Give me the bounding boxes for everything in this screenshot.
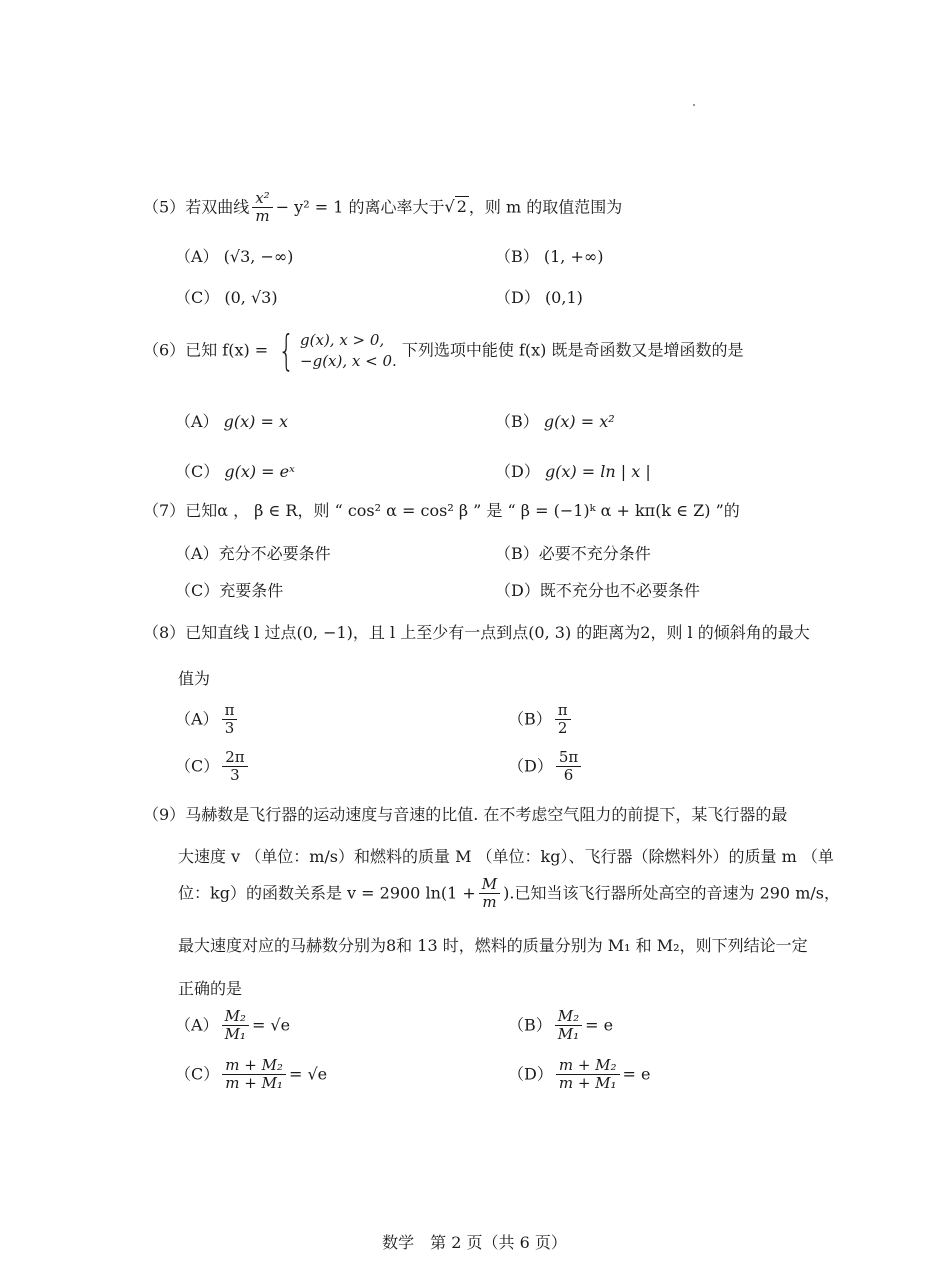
option-label: （C）	[175, 462, 220, 481]
q8-option-c[interactable]	[175, 749, 251, 785]
option-fraction	[222, 749, 247, 785]
frac-den: m + M₁	[225, 1074, 283, 1093]
option-rhs: = e	[585, 1015, 614, 1035]
q9-line-5: 正确的是	[178, 979, 243, 998]
frac-den: 6	[563, 766, 574, 785]
q7-option-d[interactable]	[495, 578, 700, 601]
option-fraction	[556, 1057, 620, 1093]
q8-option-a[interactable]	[175, 702, 240, 738]
option-fraction	[222, 1057, 286, 1093]
q8-option-d[interactable]	[508, 749, 584, 785]
q6-case-2: −g(x), x < 0.	[300, 352, 397, 370]
option-label: （D）	[495, 581, 540, 600]
option-rhs: = e	[622, 1064, 651, 1084]
q5-sqrt-val: 2	[456, 197, 467, 217]
frac-num: m + M₂	[222, 1057, 286, 1075]
option-text: (0, √3)	[224, 288, 278, 307]
option-fraction	[222, 1008, 249, 1044]
q7-option-c[interactable]	[175, 578, 283, 601]
option-label: （D）	[495, 288, 540, 307]
option-label: （B）	[508, 1015, 552, 1035]
option-fraction	[555, 702, 571, 738]
option-label: （D）	[508, 1064, 553, 1084]
frac-num: π	[555, 702, 571, 720]
q9-option-c[interactable]	[175, 1057, 327, 1093]
option-fraction	[222, 702, 238, 738]
q8-number: （8）	[143, 623, 186, 642]
q5-post: ，则 m 的取值范围为	[468, 197, 623, 217]
q6-piecewise	[273, 326, 397, 375]
page-footer: 数学 第 2 页（共 6 页）	[382, 1233, 567, 1252]
frac-num: π	[222, 702, 238, 720]
q7-option-a[interactable]	[175, 541, 331, 564]
option-text: 充分不必要条件	[218, 544, 331, 563]
q6-option-d[interactable]	[495, 459, 651, 482]
question-6	[143, 326, 744, 375]
option-label: （A）	[175, 412, 219, 431]
q9-line-1: 马赫数是飞行器的运动速度与音速的比值. 在不考虑空气阻力的前提下，某飞行器的最	[185, 805, 788, 824]
option-rhs: = √e	[251, 1015, 291, 1035]
frac-den: 2	[557, 719, 568, 738]
option-label: （A）	[175, 544, 219, 563]
q9-line-4: 最大速度对应的马赫数分别为8和 13 时，燃料的质量分别为 M₁ 和 M₂，则下列结论一定	[178, 936, 808, 955]
q6-option-c[interactable]	[175, 459, 295, 482]
q7-number: （7）	[143, 501, 186, 520]
option-label: （C）	[175, 1064, 220, 1084]
option-fraction	[555, 1008, 582, 1044]
q6-cases	[300, 330, 397, 372]
q6-pre: 已知 f(x) =	[185, 340, 269, 360]
option-text: (1, +∞)	[543, 247, 604, 266]
q7-option-b[interactable]	[495, 541, 651, 564]
option-label: （A）	[175, 709, 219, 729]
q9-line-2: 大速度 v （单位：m/s）和燃料的质量 M （单位：kg）、飞行器（除燃料外）的质量 m （单	[178, 847, 834, 866]
frac-num: M₂	[222, 1008, 249, 1026]
option-label: （C）	[175, 581, 220, 600]
q9-line-3	[178, 876, 840, 912]
q9-fraction	[479, 876, 500, 912]
q5-option-a[interactable]	[175, 244, 293, 267]
q8-line-1: 已知直线 l 过点(0, −1)，且 l 上至少有一点到点(0, 3) 的距离为2，则 l 的倾斜角的最大	[185, 623, 810, 642]
q5-frac-den: m	[255, 207, 270, 226]
brace-glyph: {	[278, 326, 295, 375]
option-label: （B）	[508, 709, 552, 729]
q5-option-b[interactable]	[495, 244, 603, 267]
option-text: 充要条件	[219, 581, 284, 600]
frac-den: m + M₁	[558, 1074, 617, 1093]
question-8	[143, 620, 810, 643]
option-text: g(x) = eˣ	[224, 462, 295, 481]
q9-frac-num: M	[479, 876, 500, 894]
question-5	[143, 190, 622, 226]
option-text: (0,1)	[544, 288, 583, 307]
frac-num: m + M₂	[556, 1057, 620, 1075]
question-9	[143, 802, 787, 825]
frac-den: 3	[224, 719, 235, 738]
option-fraction	[556, 749, 581, 785]
frac-num: 2π	[222, 749, 247, 767]
option-label: （C）	[175, 288, 220, 307]
option-label: （A）	[175, 1015, 219, 1035]
frac-den: M₁	[224, 1025, 246, 1044]
q5-pre: 若双曲线	[185, 197, 250, 217]
q8-line-2: 值为	[178, 669, 211, 688]
frac-num: 5π	[556, 749, 581, 767]
option-text: g(x) = x²	[543, 412, 615, 431]
q9-frac-den: m	[482, 893, 497, 912]
option-label: （B）	[495, 412, 539, 431]
option-text: g(x) = ln | x |	[544, 462, 651, 481]
question-7	[143, 498, 740, 521]
q6-number: （6）	[143, 340, 186, 360]
q5-sqrt: √ 2	[444, 197, 467, 217]
speck	[693, 104, 695, 106]
frac-den: M₁	[557, 1025, 580, 1044]
option-label: （B）	[495, 544, 539, 563]
q6-option-b[interactable]	[495, 409, 615, 432]
option-text: g(x) = x	[223, 412, 289, 431]
q5-mid: − y² = 1 的离心率大于	[275, 197, 445, 217]
option-text: (√3, −∞)	[223, 247, 294, 266]
q9-line-3-pre: 位：kg）的函数关系是 v = 2900 ln(1 +	[178, 883, 476, 903]
option-label: （D）	[508, 756, 553, 776]
frac-num: M₂	[555, 1008, 582, 1026]
q5-option-c[interactable]	[175, 285, 278, 308]
q8-option-b[interactable]	[508, 702, 574, 738]
option-label: （C）	[175, 756, 220, 776]
q5-frac-num: x²	[252, 190, 272, 208]
q5-number: （5）	[143, 197, 186, 217]
q6-case-1: g(x), x > 0,	[300, 331, 385, 349]
q6-option-a[interactable]	[175, 409, 288, 432]
q9-number: （9）	[143, 805, 186, 824]
q5-option-d[interactable]	[495, 285, 583, 308]
option-text: 必要不充分条件	[538, 544, 651, 563]
frac-den: 3	[230, 766, 240, 785]
option-label: （D）	[495, 462, 540, 481]
option-label: （B）	[495, 247, 539, 266]
option-label: （A）	[175, 247, 219, 266]
option-text: 既不充分也不必要条件	[539, 581, 700, 600]
option-rhs: = √e	[288, 1064, 328, 1084]
q9-line-3-post: ).已知当该飞行器所处高空的音速为 290 m/s，	[503, 883, 840, 903]
q9-option-a[interactable]	[175, 1008, 290, 1044]
q9-option-b[interactable]	[508, 1008, 613, 1044]
q6-post: 下列选项中能使 f(x) 既是奇函数又是增函数的是	[401, 340, 744, 360]
q7-stem: 已知α ， β ∈ R，则 “ cos² α = cos² β ” 是 “ β = (−1)ᵏ α + kπ(k ∈ Z) ”的	[185, 501, 740, 520]
q5-fraction	[252, 190, 272, 226]
q9-option-d[interactable]	[508, 1057, 651, 1093]
